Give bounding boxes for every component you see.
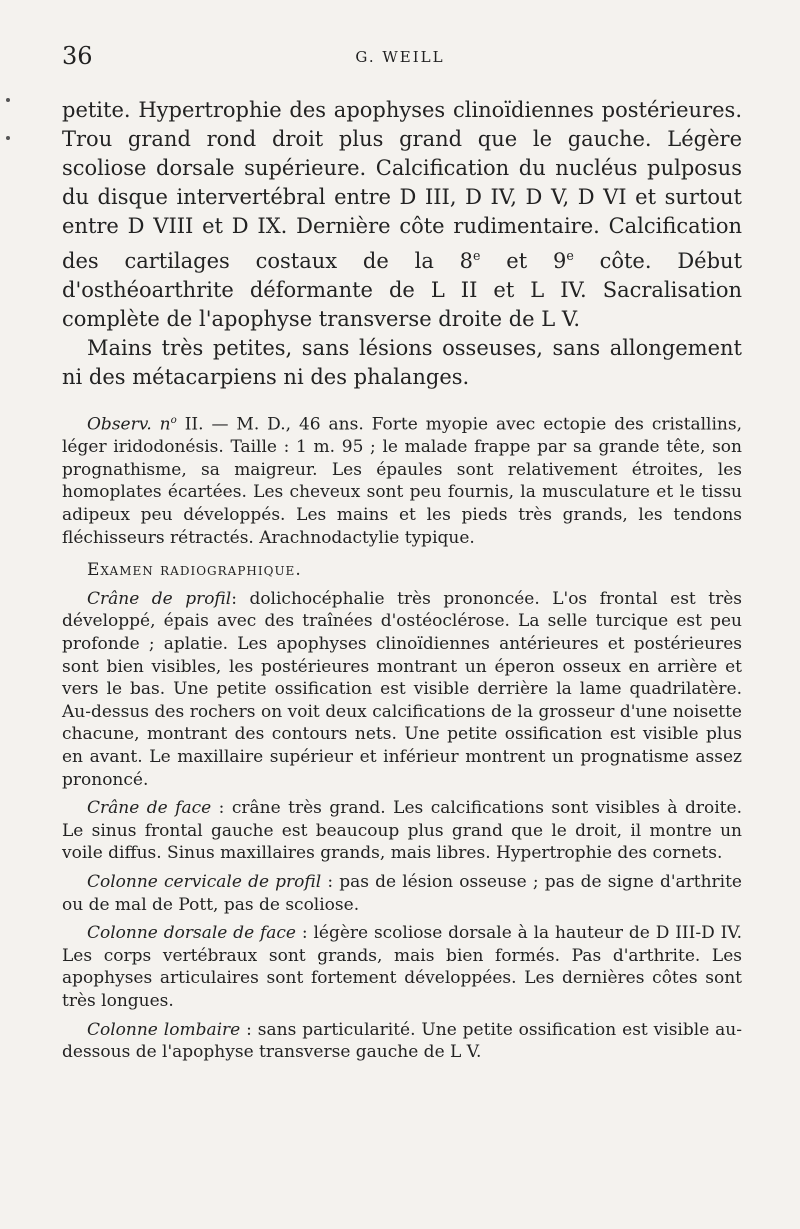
section-paragraph: Colonne dorsale de face : légère scoliose dorsale à la hauteur de D III-D IV. Les corps vertébraux sont grands, mais bien formés. Pas d'arthrite. Les apophyses articulaires sont fortement développées. Les dernières côtes sont très longues.: [62, 923, 742, 1011]
section-paragraph: Crâne de profil: dolichocéphalie très prononcée. L'os frontal est très développé, épais avec des traînées d'ostéoclérose. La selle turcique est peu profonde ; aplatie. Les apophyses clinoïdiennes antérieures et postérieures sont bien visibles, les postérieures montrant un éperon osseux en arrière et vers le bas. Une petite ossification est visible derrière la lame quadrilatère. Au-dessus des rochers on voit deux calcifications de la grosseur d'une noisette chacune, montrant des contours nets. Une petite ossification est visible plus en avant. Le maxillaire supérieur et inférieur montrent un prognatisme assez prononcé.: [62, 588, 742, 790]
section-paragraph: Colonne lombaire : sans particularité. Une petite ossification est visible au-dessous de l'apophyse transverse gauche de L V.: [62, 1019, 742, 1063]
observation-block: [62, 410, 742, 1064]
paragraph-2: Mains très petites, sans lésions osseuses, sans allongement ni des métacarpiens ni des phalanges.: [62, 336, 742, 389]
page-number: 36: [62, 42, 93, 70]
section-paragraph: Colonne cervicale de profil : pas de lésion osseuse ; pas de signe d'arthrite ou de mal de Pott, pas de scoliose.: [62, 871, 742, 915]
running-title: G. WEILL: [355, 48, 445, 66]
paragraph-1: petite. Hypertrophie des apophyses clinoïdiennes postérieures. Trou grand rond droit plus grand que le gauche. Légère scoliose dorsale supérieure. Calcification du nucléus pulposus du disque intervertébral entre D III, D IV, D V, D VI et surtout entre D VIII et D IX. Dernière côte rudimentaire. Calcification des cartilages costaux de la 8e et 9e côte. Début d'osthéoarthrite déformante de L II et L IV. Sacralisation complète de l'apophyse transverse droite de L V.: [62, 98, 743, 331]
large-text-block: [62, 96, 742, 392]
margin-mark: [6, 136, 10, 140]
observation-paragraph: Observ. $n^o$ II. — M. D., 46 ans. Forte myopie avec ectopie des cristallins, léger iridodonésis. Taille : 1 m. 95 ; le malade frappe par sa grande tête, son prognathisme, sa maigreur. Les épaules sont relativement étroites, les homoplates écartées. Les cheveux sont peu fournis, la musculature et le tissu adipeux peu développés. Les mains et les pieds très grands, les tendons fléchisseurs rétractés. Arachnodactylie typique.: [62, 414, 743, 548]
exam-heading: Examen radiographique.: [87, 560, 302, 581]
margin-mark: [6, 98, 10, 102]
section-paragraph: Crâne de face : crâne très grand. Les calcifications sont visibles à droite. Le sinus frontal gauche est beaucoup plus grand que le droit, il montre un voile diffus. Sinus maxillaires grands, mais libres. Hypertrophie des cornets.: [62, 798, 742, 864]
